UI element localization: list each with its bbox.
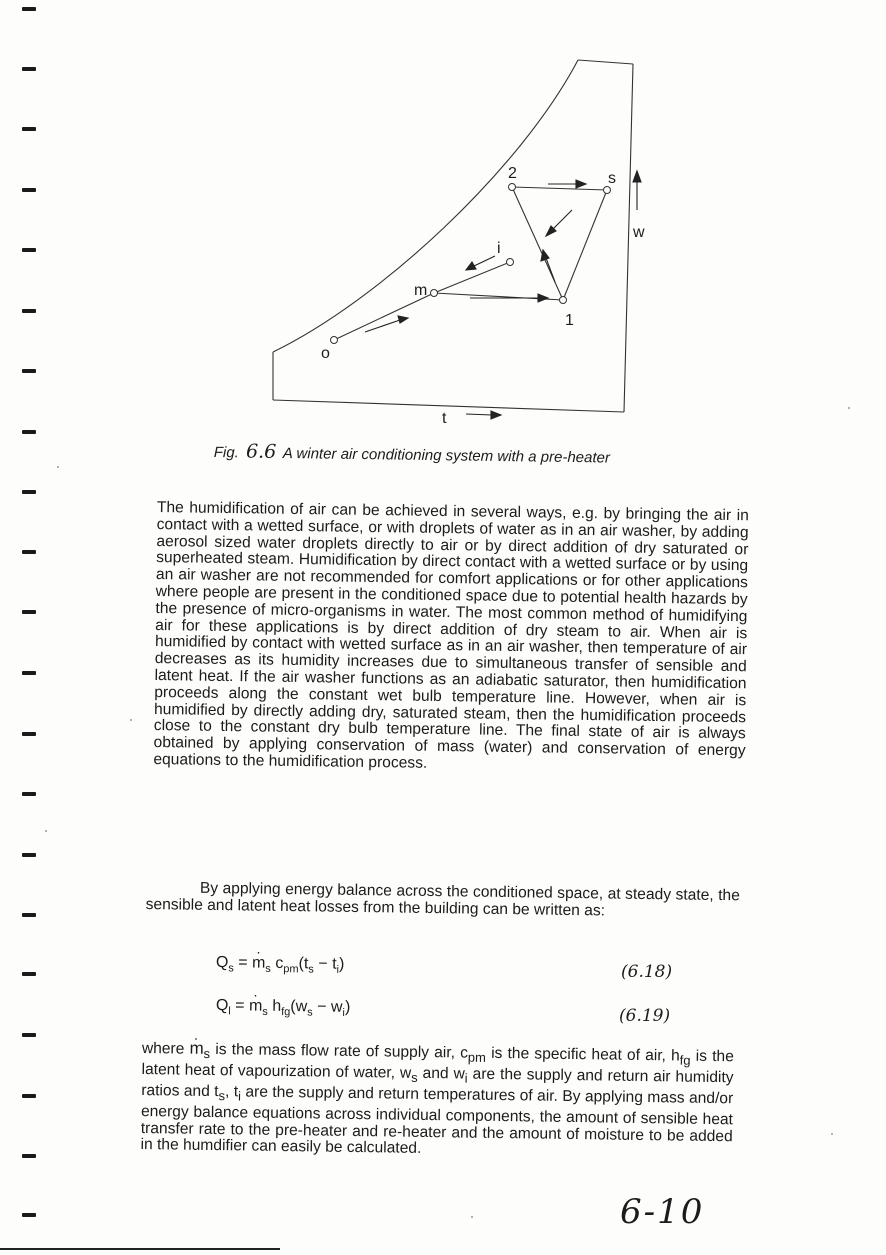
label-m: m — [414, 282, 428, 299]
binder-mark — [22, 550, 36, 554]
arrow-1-2-head — [541, 250, 549, 261]
arrow-s-i — [553, 210, 572, 229]
paragraph-energy-balance-text: By applying energy balance across the conditioned space, at steady state, the sensible and latent heat losses from the building can be written as: — [145, 879, 740, 920]
arrow-m-1-head — [538, 294, 548, 302]
line-2-s — [512, 187, 607, 190]
chart-right-edge — [624, 64, 633, 412]
scan-speck — [45, 830, 47, 832]
binder-mark — [22, 671, 36, 675]
scan-speck — [848, 407, 850, 409]
scan-speck — [130, 719, 132, 721]
arrow-i-m-head — [466, 262, 476, 270]
line-s-1 — [563, 190, 607, 300]
binder-mark — [22, 610, 36, 614]
point-s — [604, 187, 611, 194]
label-1: 1 — [565, 312, 574, 329]
page-number: 6-10 — [620, 1192, 705, 1232]
binder-mark — [22, 792, 36, 796]
binder-mark — [22, 1154, 36, 1158]
label-i: i — [497, 240, 501, 257]
arrow-w-axis-head — [633, 171, 641, 182]
scan-speck — [831, 1133, 833, 1135]
arrow-t-axis-head — [491, 411, 501, 419]
arrow-t-axis — [466, 414, 492, 415]
point-2 — [509, 184, 516, 191]
point-o — [331, 337, 338, 344]
label-s: s — [608, 170, 616, 187]
caption-prefix: Fig. — [213, 443, 239, 462]
arrow-i-m — [474, 256, 495, 266]
binder-mark — [22, 1033, 36, 1037]
paragraph-definitions: where · $m_s$ is the mass flow rate of supply air, $c_{pm}$ is the specific heat of air, $h_{fg}$ is the latent heat of vapourization of water, $w_s$ and $w_i$ are the supply and return air humidity ratios and $t_s$, $t_i$ are the supply and return temperatures of air. By applying mass and/or energy balance equations across individual components, the amount of sensible heat transfer rate to the pre-heater and re-heater and the amount of moisture to be added in the humdifier can easily be calculated. — [140, 1040, 734, 1162]
arrow-o-m-head — [398, 316, 408, 323]
paragraph-energy-balance — [146, 880, 740, 922]
equation-number-6-18: (6.18) — [621, 962, 673, 982]
paragraph-humidification: The humidification of air can be achieved in several ways, e.g. by bringing the air in contact with a wetted surface, or with droplets of water as in an air washer, by adding aerosol sized water droplets directly to air or by direct addition of dry saturated or superheated steam. Humidification by direct contact with a wetted surface or by using an air washer are not recommended for comfort applications or for other applications where people are present in the conditioned space due to potential health hazards by the presence of micro-organisms in water. The most common method of humidifying air for these applications is by direct addition of dry steam to air. When air is humidified by contact with wetted surface as in an air washer, then temperature of air decreases as its humidity increases due to simultaneous transfer of sensible and latent heat. If the air washer functions as an adiabatic saturator, then humidification proceeds along the constant wet bulb temperature line. However, when air is humidified by directly adding dry, saturated steam, then the humidification proceeds close to the constant dry bulb temperature line. The final state of air is always obtained by applying conservation of mass (water) and conservation of energy equations to the humidification process. — [153, 499, 749, 772]
psychrometric-diagram — [0, 0, 886, 440]
point-i — [507, 259, 514, 266]
point-m — [431, 290, 438, 297]
binder-mark — [22, 853, 36, 857]
label-2: 2 — [508, 165, 517, 182]
equation-number-6-19: (6.19) — [619, 1006, 671, 1026]
equation-latent-heat: $Q_l$ = · $m_s$ $h_{fg}(w_s - w_i)$ — [216, 997, 351, 1019]
binder-mark — [22, 1213, 36, 1217]
chart-top-edge — [578, 60, 633, 64]
line-1-2 — [512, 187, 563, 300]
point-1 — [560, 297, 567, 304]
binder-mark — [22, 490, 36, 494]
line-o-m — [334, 293, 434, 340]
axis-label-w: w — [633, 224, 645, 241]
arrow-1-2 — [546, 258, 555, 282]
chart-bottom-edge — [273, 400, 624, 412]
label-o: o — [321, 345, 330, 362]
bottom-rule — [0, 1248, 280, 1250]
caption-number: 6.6 — [245, 440, 277, 463]
binder-mark — [22, 913, 36, 917]
figure-caption — [214, 440, 610, 468]
scan-speck — [57, 466, 59, 468]
caption-text: A winter air conditioning system with a pre-heater — [282, 444, 611, 467]
scan-speck — [471, 1216, 473, 1218]
saturation-curve — [273, 60, 578, 352]
binder-mark — [22, 1094, 36, 1098]
arrow-2-s-head — [576, 180, 586, 188]
binder-mark — [22, 972, 36, 976]
axis-label-t: t — [442, 410, 447, 427]
binder-mark — [22, 732, 36, 736]
equation-sensible-heat: $Q_s$ = · $m_s$ $c_{pm}(t_s - t_i)$ — [216, 954, 345, 976]
arrow-o-m — [365, 320, 400, 332]
